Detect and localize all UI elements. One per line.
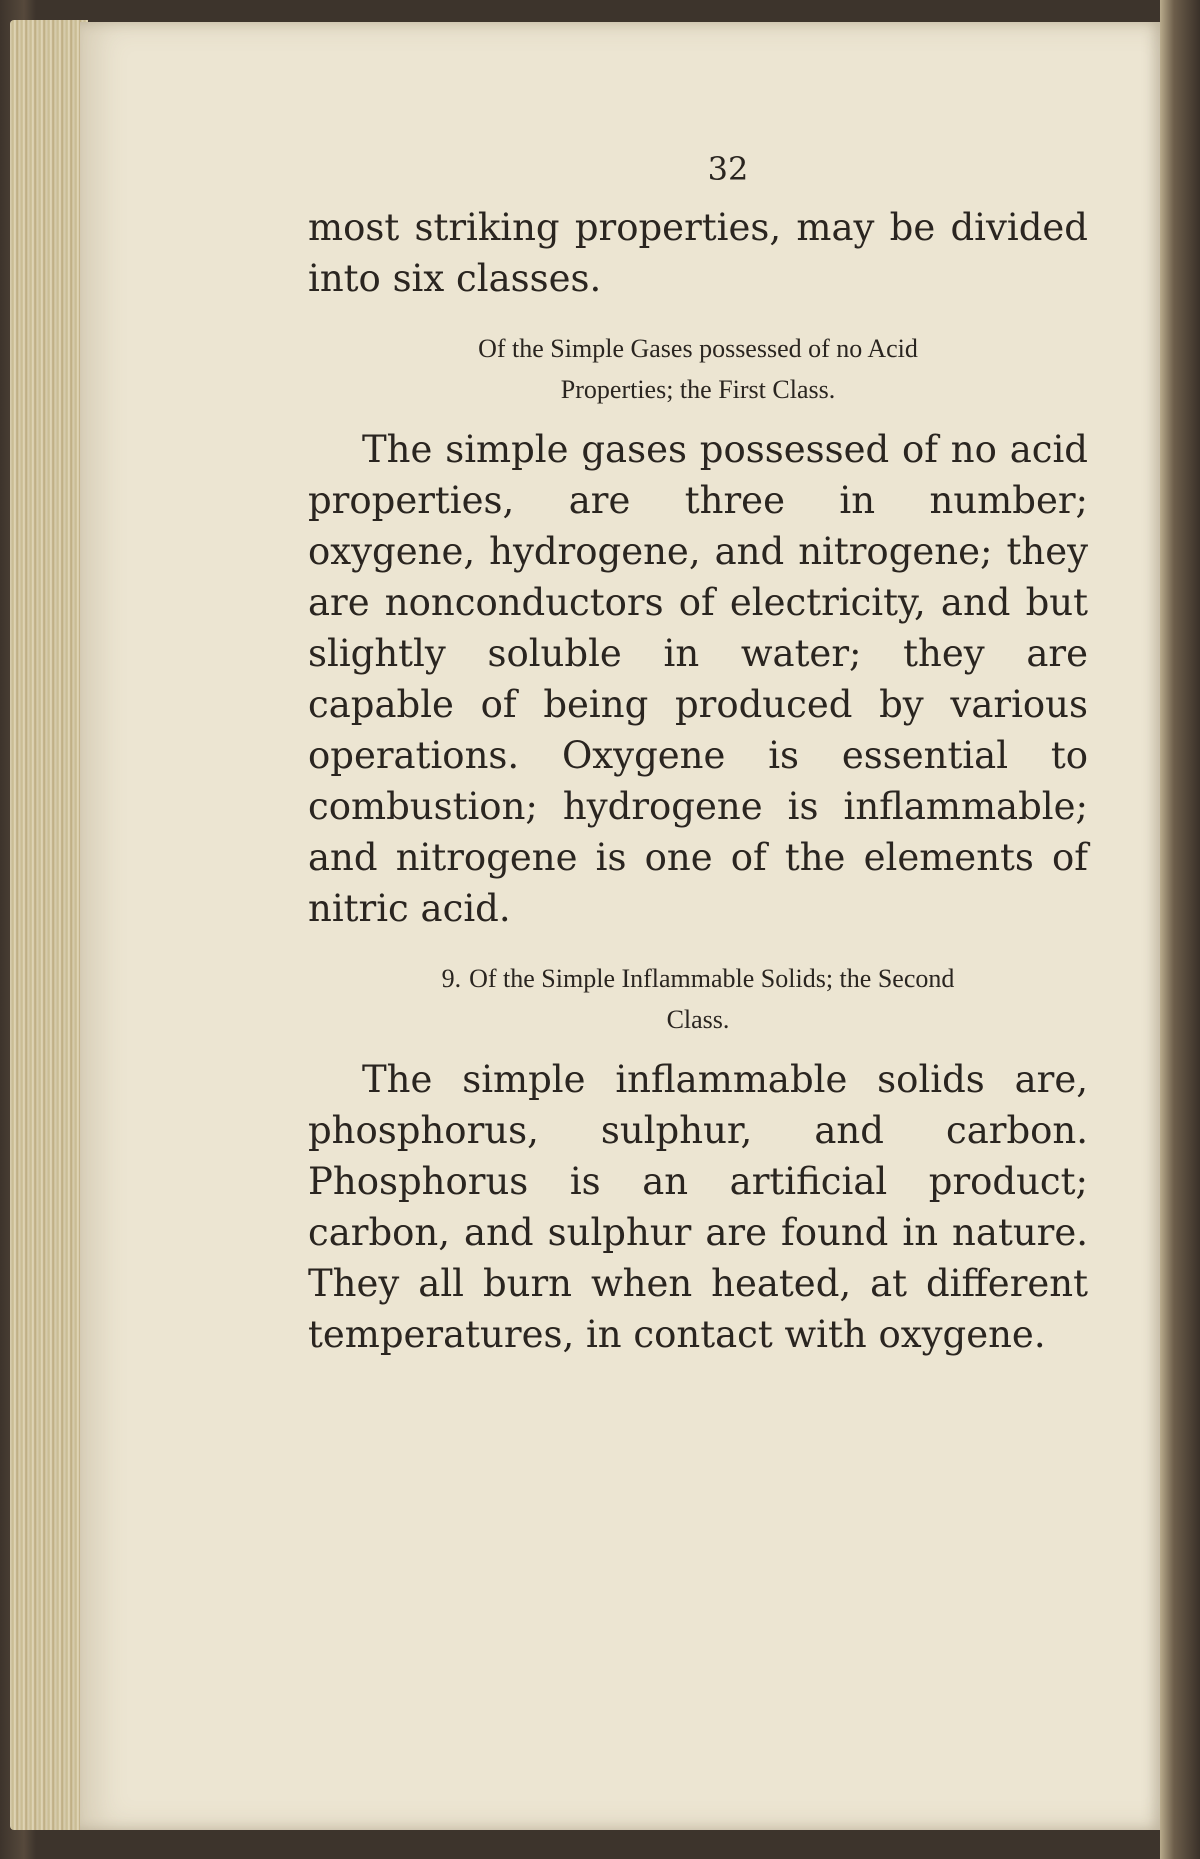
section-heading bbox=[308, 328, 1088, 410]
section-heading-text: Of the Simple Inflammable Solids; the Second bbox=[469, 964, 955, 993]
section-heading-line: Of the Simple Gases possessed of no Acid bbox=[478, 334, 918, 363]
section-paragraph: The simple gases possessed of no acid properties, are three in number; oxygene, hydrogene, and nitrogene; they are nonconductors of electricity, and but slightly soluble in water; they are capable of being produced by various operations. Oxygene is essential to combustion; hydrogene is inflammable; and nitrogene is one of the elements of nitric acid. bbox=[308, 428, 1088, 930]
section-heading-line bbox=[308, 958, 1088, 999]
section-heading-line: Class. bbox=[666, 1005, 730, 1034]
opening-paragraph: most striking properties, may be divided into six classes. bbox=[308, 206, 1088, 300]
page-number: 32 bbox=[707, 150, 749, 188]
section-heading bbox=[308, 958, 1088, 1040]
page-edges bbox=[10, 20, 88, 1830]
section-number: 9. bbox=[441, 964, 462, 993]
section-heading-line: Properties; the First Class. bbox=[560, 375, 836, 404]
page-text bbox=[308, 150, 1088, 1360]
book-binding bbox=[1160, 0, 1200, 1859]
section-paragraph: The simple inflammable solids are, phosphorus, sulphur, and carbon. Phosphorus is an artificial product; carbon, and sulphur are found in nature. They all burn when heated, at different temperatures, in contact with oxygene. bbox=[308, 1058, 1088, 1356]
